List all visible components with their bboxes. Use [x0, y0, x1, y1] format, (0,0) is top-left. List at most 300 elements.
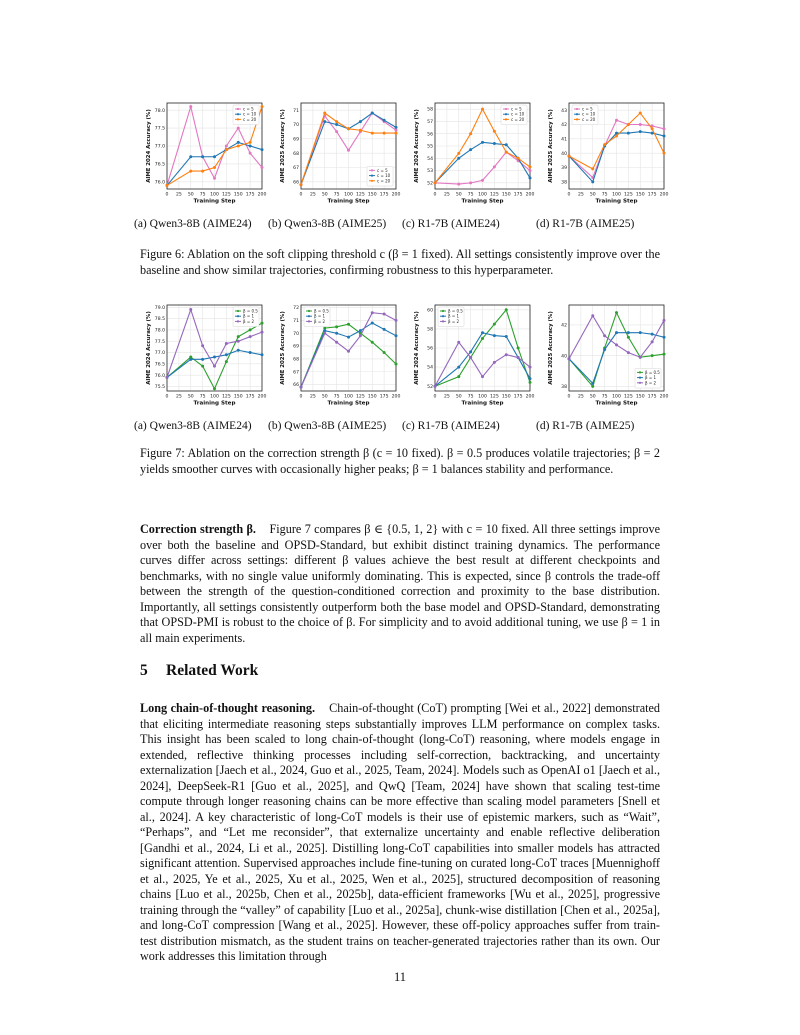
legend-marker — [442, 320, 444, 322]
y-tick-label: 52 — [427, 181, 433, 187]
y-axis-label: AIME 2024 Accuracy (%) — [414, 109, 420, 183]
figure-6a-chart — [140, 96, 268, 216]
data-point — [469, 350, 472, 353]
x-tick-label: 75 — [333, 394, 340, 400]
y-tick-label: 79.0 — [154, 305, 165, 311]
x-tick-label: 175 — [379, 192, 389, 198]
data-point — [225, 360, 228, 363]
data-point — [568, 155, 571, 158]
figure-7c-chart — [408, 298, 536, 418]
x-tick-label: 175 — [513, 394, 523, 400]
x-tick-label: 75 — [199, 192, 206, 198]
legend-marker — [237, 310, 239, 312]
data-point — [603, 334, 606, 337]
y-tick-label: 56 — [427, 346, 433, 352]
data-point — [434, 181, 437, 184]
data-point — [651, 340, 654, 343]
legend-marker — [505, 108, 507, 110]
data-point — [591, 167, 594, 170]
legend-marker — [308, 310, 310, 312]
y-tick-label: 41 — [561, 137, 567, 143]
data-point — [347, 323, 350, 326]
y-axis-label: AIME 2024 Accuracy (%) — [414, 311, 420, 385]
data-point — [249, 335, 252, 338]
figure-6c-panel — [402, 96, 536, 236]
data-point — [529, 381, 532, 384]
data-point — [359, 329, 362, 332]
data-point — [383, 132, 386, 135]
data-point — [627, 336, 630, 339]
x-tick-label: 125 — [221, 192, 231, 198]
data-point — [166, 184, 169, 187]
legend-label: β = 2 — [314, 318, 325, 324]
x-tick-label: 125 — [221, 394, 231, 400]
y-tick-label: 77.5 — [154, 126, 165, 132]
y-tick-label: 42 — [561, 123, 567, 129]
figure-6d-subcaption: (d) R1-7B (AIME25) — [536, 218, 635, 230]
data-point — [189, 358, 192, 361]
legend-marker — [505, 113, 507, 115]
x-tick-label: 0 — [433, 394, 437, 400]
x-axis-label: Training Step — [461, 198, 504, 205]
y-tick-label: 71 — [293, 319, 299, 325]
data-point — [225, 353, 228, 356]
y-tick-label: 78.5 — [154, 317, 165, 323]
x-tick-label: 200 — [659, 394, 669, 400]
legend-label: c = 20 — [243, 116, 257, 122]
x-tick-label: 200 — [659, 192, 669, 198]
legend-label: β = 1 — [448, 313, 459, 319]
figure-6d-panel — [536, 96, 670, 236]
legend-marker — [639, 371, 641, 373]
paragraph-heading: Long chain-of-thought reasoning. — [140, 701, 316, 715]
figure-7b-subcaption: (b) Qwen3-8B (AIME25) — [268, 420, 387, 432]
figure-6b-panel — [268, 96, 402, 236]
data-point — [201, 344, 204, 347]
long-cot-paragraph — [140, 701, 660, 965]
x-tick-label: 25 — [175, 394, 182, 400]
y-tick-label: 76.0 — [154, 180, 165, 186]
data-point — [347, 350, 350, 353]
x-axis-label: Training Step — [193, 400, 236, 407]
data-point — [261, 166, 264, 169]
data-point — [249, 145, 252, 148]
legend-label: c = 20 — [511, 116, 525, 122]
x-tick-label: 100 — [478, 192, 487, 198]
figure-6a-subcaption: (a) Qwen3-8B (AIME24) — [134, 218, 252, 230]
data-point — [371, 112, 374, 115]
legend-marker — [576, 113, 578, 115]
legend-marker — [442, 315, 444, 317]
data-point — [395, 132, 398, 135]
figure-6b-chart — [274, 96, 402, 216]
section-number: 5 — [140, 662, 148, 679]
data-point — [383, 119, 386, 122]
x-tick-label: 50 — [589, 192, 596, 198]
x-tick-label: 75 — [333, 192, 340, 198]
data-point — [335, 130, 338, 133]
legend-label: β = 0.5 — [243, 308, 258, 314]
legend-label: c = 5 — [582, 106, 593, 112]
x-tick-label: 25 — [175, 192, 182, 198]
x-tick-label: 200 — [391, 192, 401, 198]
data-point — [249, 328, 252, 331]
figure-7c-subcaption: (c) R1-7B (AIME24) — [402, 420, 500, 432]
figure-7-caption: Figure 7: Ablation on the correction strength β (c = 10 fixed). β = 0.5 produces volatile trajectories; β = 2 yields smoother curves with occasionally higher peaks; β = 1 balances stability and performance. — [140, 446, 660, 476]
y-tick-label: 69 — [293, 344, 299, 350]
data-point — [300, 183, 303, 186]
data-point — [627, 132, 630, 135]
data-point — [505, 353, 508, 356]
data-point — [493, 361, 496, 364]
data-point — [237, 349, 240, 352]
figure-6-row — [134, 96, 669, 236]
data-point — [347, 127, 350, 130]
x-tick-label: 25 — [577, 394, 584, 400]
x-tick-label: 200 — [391, 394, 401, 400]
y-tick-label: 40 — [561, 354, 567, 360]
data-point — [395, 334, 398, 337]
x-axis-label: Training Step — [461, 400, 504, 407]
figure-7c-panel — [402, 298, 536, 438]
y-tick-label: 77.0 — [154, 144, 165, 150]
data-point — [481, 331, 484, 334]
x-tick-label: 200 — [525, 394, 535, 400]
data-point — [639, 123, 642, 126]
data-point — [603, 348, 606, 351]
y-tick-label: 67 — [293, 166, 299, 172]
y-tick-label: 72 — [293, 306, 299, 312]
y-tick-label: 70 — [293, 123, 299, 129]
x-tick-label: 0 — [165, 394, 169, 400]
y-axis-label: AIME 2025 Accuracy (%) — [548, 109, 554, 183]
data-point — [261, 331, 264, 334]
x-tick-label: 125 — [355, 394, 365, 400]
y-tick-label: 77.0 — [154, 351, 165, 357]
figure-7-row — [134, 298, 669, 438]
paragraph-heading: Correction strength β. — [140, 522, 256, 536]
data-point — [335, 120, 338, 123]
data-point — [591, 382, 594, 385]
data-point — [639, 331, 642, 334]
data-point — [469, 181, 472, 184]
y-tick-label: 70 — [293, 331, 299, 337]
data-point — [627, 331, 630, 334]
x-tick-label: 175 — [647, 192, 657, 198]
data-point — [529, 377, 532, 380]
x-tick-label: 100 — [210, 394, 219, 400]
data-point — [457, 152, 460, 155]
data-point — [335, 123, 338, 126]
legend-marker — [371, 175, 373, 177]
y-tick-label: 66 — [293, 383, 299, 389]
data-point — [615, 134, 618, 137]
y-axis-label: AIME 2024 Accuracy (%) — [146, 311, 152, 385]
figure-6c-chart — [408, 96, 536, 216]
x-tick-label: 100 — [344, 394, 353, 400]
legend-label: β = 2 — [448, 318, 459, 324]
y-tick-label: 78.0 — [154, 328, 165, 334]
data-point — [225, 342, 228, 345]
data-point — [249, 152, 252, 155]
data-point — [237, 127, 240, 130]
x-tick-label: 150 — [635, 394, 645, 400]
data-point — [663, 319, 666, 322]
data-point — [323, 329, 326, 332]
data-point — [261, 322, 264, 325]
legend-label: c = 20 — [377, 178, 391, 184]
figure-7d-panel — [536, 298, 670, 438]
legend-label: c = 5 — [243, 106, 254, 112]
data-point — [371, 321, 374, 324]
data-point — [639, 356, 642, 359]
y-tick-label: 71 — [293, 108, 299, 114]
legend-marker — [371, 180, 373, 182]
data-point — [359, 334, 362, 337]
figure-7a-panel — [134, 298, 268, 438]
legend-label: c = 5 — [377, 167, 388, 173]
data-point — [225, 148, 228, 151]
y-tick-label: 77.5 — [154, 339, 165, 345]
data-point — [493, 142, 496, 145]
y-tick-label: 57 — [427, 120, 433, 126]
y-tick-label: 76.0 — [154, 373, 165, 379]
x-tick-label: 50 — [187, 394, 194, 400]
y-tick-label: 78.0 — [154, 108, 165, 114]
legend-label: c = 20 — [582, 116, 596, 122]
data-point — [517, 356, 520, 359]
legend-label: c = 10 — [511, 111, 525, 117]
x-tick-label: 125 — [623, 192, 633, 198]
data-point — [529, 366, 532, 369]
data-point — [505, 335, 508, 338]
data-point — [591, 385, 594, 388]
data-point — [481, 108, 484, 111]
legend-label: β = 1 — [645, 375, 656, 381]
data-point — [639, 130, 642, 133]
section-title: Related Work — [166, 662, 259, 679]
x-axis-label: Training Step — [327, 400, 370, 407]
data-point — [457, 375, 460, 378]
data-point — [493, 334, 496, 337]
data-point — [615, 132, 618, 135]
x-tick-label: 0 — [165, 192, 169, 198]
figure-6c-subcaption: (c) R1-7B (AIME24) — [402, 218, 500, 230]
data-point — [249, 351, 252, 354]
x-tick-label: 50 — [321, 192, 328, 198]
x-tick-label: 150 — [233, 394, 243, 400]
legend-label: β = 0.5 — [448, 308, 463, 314]
figure-7a-chart — [140, 298, 268, 418]
data-point — [481, 337, 484, 340]
data-point — [434, 385, 437, 388]
data-point — [493, 323, 496, 326]
x-tick-label: 100 — [210, 192, 219, 198]
y-tick-label: 75.5 — [154, 385, 165, 391]
data-point — [225, 145, 228, 148]
data-point — [371, 341, 374, 344]
y-axis-label: AIME 2024 Accuracy (%) — [146, 109, 152, 183]
data-point — [323, 327, 326, 330]
legend-marker — [371, 169, 373, 171]
paragraph-body: Figure 7 compares β ∈ {0.5, 1, 2} with c = 10 fixed. All three settings improve over both the baseline and OPSD-Standard, but exhibit distinct training dynamics. The performance curves differ across settings: different β values achieve the best result at different checkpoints and benchmarks, with no single value uniformly dominating. This is expected, since β controls the trade-off between the strength of the question-conditioned correction and proximity to the base distribution. Importantly, all settings consistently outperform both the base model and OPSD-Standard, demonstrating that OPSD-PMI is robust to the choice of β. For simplicity and to avoid additional tuning, we use β = 1 in all main experiments. — [140, 522, 660, 645]
data-point — [261, 105, 264, 108]
x-tick-label: 200 — [257, 394, 267, 400]
data-point — [457, 366, 460, 369]
data-point — [189, 155, 192, 158]
data-point — [493, 130, 496, 133]
x-tick-label: 0 — [567, 394, 571, 400]
data-point — [493, 165, 496, 168]
data-point — [615, 311, 618, 314]
data-point — [249, 141, 252, 144]
data-point — [529, 165, 532, 168]
correction-strength-paragraph — [140, 522, 660, 646]
data-point — [323, 120, 326, 123]
x-tick-label: 100 — [478, 394, 487, 400]
data-point — [457, 157, 460, 160]
data-point — [166, 376, 169, 379]
y-tick-label: 69 — [293, 137, 299, 143]
data-point — [237, 335, 240, 338]
data-point — [335, 332, 338, 335]
x-tick-label: 150 — [367, 394, 377, 400]
x-tick-label: 75 — [199, 394, 206, 400]
x-tick-label: 100 — [344, 192, 353, 198]
data-point — [383, 328, 386, 331]
x-tick-label: 0 — [433, 192, 437, 198]
figure-6b-subcaption: (b) Qwen3-8B (AIME25) — [268, 218, 387, 230]
y-tick-label: 68 — [293, 151, 299, 157]
data-point — [347, 336, 350, 339]
legend-marker — [237, 113, 239, 115]
data-point — [395, 319, 398, 322]
data-point — [517, 157, 520, 160]
data-point — [615, 331, 618, 334]
legend-marker — [237, 320, 239, 322]
legend-label: β = 2 — [243, 318, 254, 324]
y-tick-label: 52 — [427, 384, 433, 390]
x-tick-label: 75 — [467, 394, 474, 400]
data-point — [213, 387, 216, 390]
x-tick-label: 0 — [299, 192, 303, 198]
legend-marker — [442, 310, 444, 312]
y-tick-label: 68 — [293, 357, 299, 363]
data-point — [591, 180, 594, 183]
data-point — [213, 365, 216, 368]
legend-marker — [639, 382, 641, 384]
legend-label: β = 1 — [243, 313, 254, 319]
data-point — [481, 141, 484, 144]
data-point — [237, 141, 240, 144]
y-tick-label: 76.5 — [154, 362, 165, 368]
x-axis-label: Training Step — [193, 198, 236, 205]
data-point — [335, 325, 338, 328]
data-point — [517, 347, 520, 350]
legend-marker — [237, 118, 239, 120]
data-point — [457, 341, 460, 344]
legend-marker — [639, 377, 641, 379]
data-point — [261, 353, 264, 356]
y-tick-label: 42 — [561, 323, 567, 329]
data-point — [663, 127, 666, 130]
data-point — [627, 351, 630, 354]
y-axis-label: AIME 2025 Accuracy (%) — [280, 311, 286, 385]
x-tick-label: 150 — [501, 192, 511, 198]
data-point — [591, 314, 594, 317]
page-number: 11 — [393, 970, 407, 984]
x-axis-label: Training Step — [595, 400, 638, 407]
y-tick-label: 39 — [561, 166, 567, 172]
x-tick-label: 50 — [455, 394, 462, 400]
x-tick-label: 200 — [257, 192, 267, 198]
data-point — [457, 183, 460, 186]
data-point — [371, 311, 374, 314]
legend-marker — [308, 315, 310, 317]
x-tick-label: 125 — [489, 394, 499, 400]
data-point — [627, 123, 630, 126]
data-point — [663, 353, 666, 356]
x-tick-label: 100 — [612, 192, 621, 198]
y-tick-label: 66 — [293, 180, 299, 186]
x-tick-label: 25 — [577, 192, 584, 198]
data-point — [189, 170, 192, 173]
data-point — [323, 112, 326, 115]
x-tick-label: 100 — [612, 394, 621, 400]
legend-label: c = 10 — [377, 173, 391, 179]
data-point — [615, 119, 618, 122]
data-point — [505, 151, 508, 154]
x-axis-label: Training Step — [327, 198, 370, 205]
figure-7d-chart — [542, 298, 670, 418]
x-tick-label: 25 — [443, 394, 450, 400]
x-tick-label: 0 — [567, 192, 571, 198]
data-point — [201, 155, 204, 158]
x-tick-label: 125 — [623, 394, 633, 400]
data-point — [481, 375, 484, 378]
y-tick-label: 54 — [427, 156, 433, 162]
x-axis-label: Training Step — [595, 198, 638, 205]
data-point — [481, 179, 484, 182]
y-tick-label: 54 — [427, 365, 433, 371]
legend-label: β = 2 — [645, 380, 656, 386]
data-point — [237, 145, 240, 148]
data-point — [651, 333, 654, 336]
legend-label: c = 10 — [582, 111, 596, 117]
x-tick-label: 50 — [321, 394, 328, 400]
y-axis-label: AIME 2025 Accuracy (%) — [280, 109, 286, 183]
y-tick-label: 76.5 — [154, 162, 165, 168]
x-tick-label: 175 — [379, 394, 389, 400]
y-tick-label: 53 — [427, 169, 433, 175]
data-point — [663, 134, 666, 137]
x-tick-label: 150 — [635, 192, 645, 198]
figure-7a-subcaption: (a) Qwen3-8B (AIME24) — [134, 420, 252, 432]
legend-label: β = 1 — [314, 313, 325, 319]
figure-6a-panel — [134, 96, 268, 236]
x-tick-label: 75 — [467, 192, 474, 198]
figure-7b-chart — [274, 298, 402, 418]
data-point — [568, 357, 571, 360]
y-tick-label: 58 — [427, 327, 433, 333]
data-point — [335, 341, 338, 344]
data-point — [383, 312, 386, 315]
data-point — [529, 169, 532, 172]
x-tick-label: 0 — [299, 394, 303, 400]
x-tick-label: 175 — [513, 192, 523, 198]
x-tick-label: 50 — [187, 192, 194, 198]
data-point — [371, 132, 374, 135]
